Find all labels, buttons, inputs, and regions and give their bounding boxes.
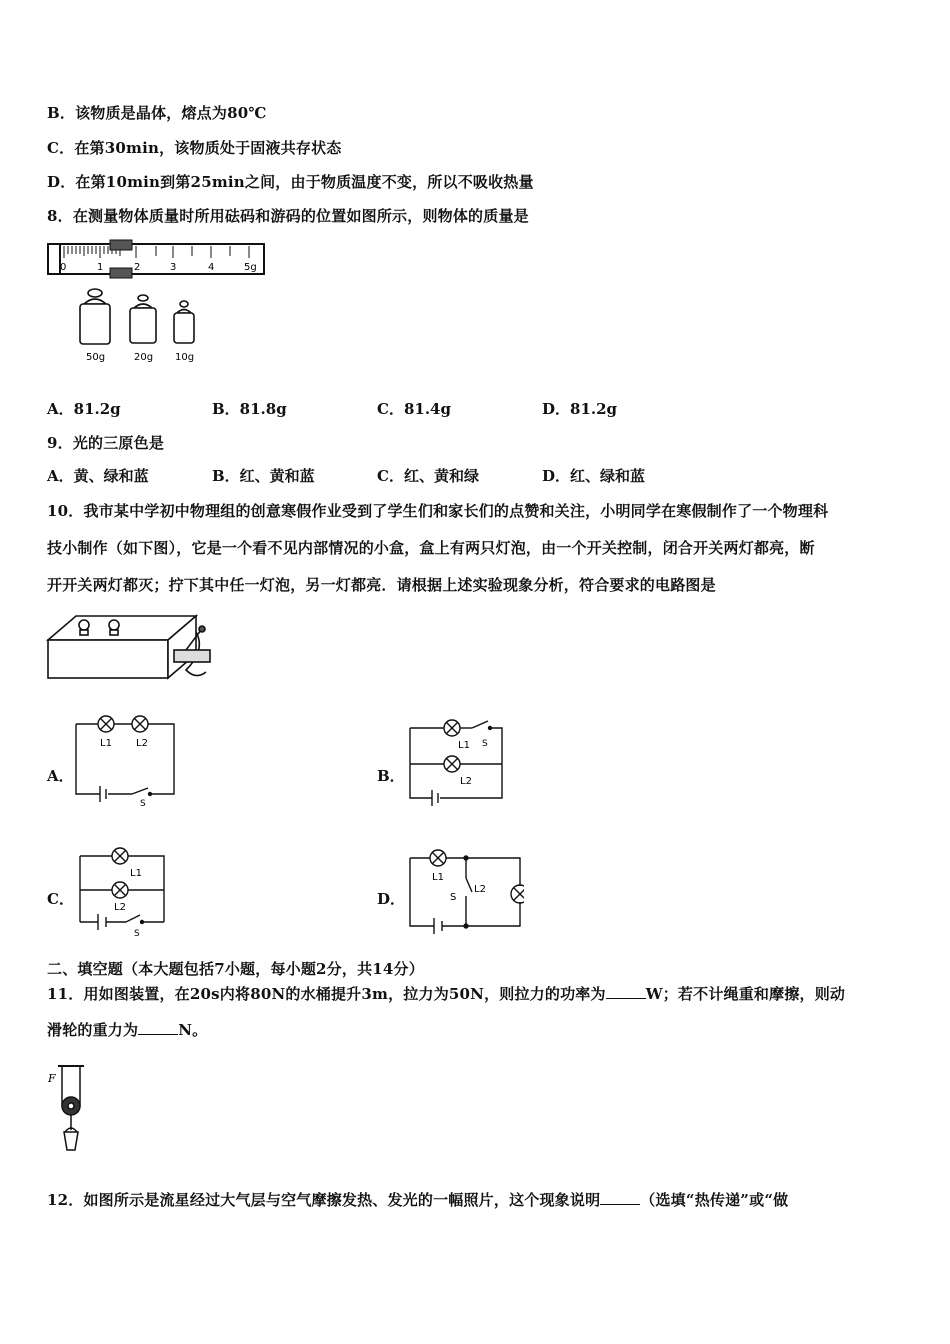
ruler-tick-4: 4 <box>208 262 215 273</box>
circuit-d-s: S <box>450 892 457 903</box>
q8-option-a: A．81.2g <box>47 400 121 418</box>
q9-option-d: D．红、绿和蓝 <box>542 467 646 485</box>
q8-option-b: B．81.8g <box>212 400 287 418</box>
circuit-a-s: S <box>140 799 146 807</box>
pulley-force-label: F <box>48 1072 56 1085</box>
circuit-a <box>70 712 180 807</box>
circuit-c-l1: L1 <box>130 868 142 879</box>
circuit-c <box>76 846 171 938</box>
weight-20g-label: 20g <box>134 352 154 363</box>
circuit-b-s: S <box>482 739 488 749</box>
q11-line-1-b: W；若不计绳重和摩擦，则动 <box>645 985 846 1003</box>
q11-line-2 <box>47 1019 207 1040</box>
q12-text-a: 12．如图所示是流星经过大气层与空气摩擦发热、发光的一幅照片，这个现象说明 <box>47 1191 601 1209</box>
q12-text-b: （选填“热传递”或“做 <box>640 1191 789 1209</box>
q11-blank-power[interactable] <box>606 984 646 999</box>
q12-line <box>47 1189 788 1210</box>
weight-50g-label: 50g <box>86 352 106 363</box>
q11-line-2-b: N。 <box>178 1021 208 1039</box>
ruler-tick-2: 2 <box>134 262 141 273</box>
q7-option-c: C．在第30min，该物质处于固液共存状态 <box>47 139 342 157</box>
circuit-a-l1: L1 <box>100 738 112 749</box>
q7-option-d: D．在第10min到第25min之间，由于物质温度不变，所以不吸收热量 <box>47 173 534 191</box>
q10-option-c-label: C． <box>47 890 74 908</box>
section-2-heading: 二、填空题（本大题包括7小题，每小题2分，共14分） <box>47 960 424 978</box>
q9-option-b: B．红、黄和蓝 <box>212 467 315 485</box>
q11-line-2-a: 滑轮的重力为 <box>47 1021 139 1039</box>
ruler-tick-1: 1 <box>97 262 104 273</box>
circuit-d-l1: L1 <box>432 872 444 883</box>
circuit-b-l2: L2 <box>460 776 472 787</box>
q11-line-1 <box>47 983 845 1004</box>
circuit-d <box>404 846 524 936</box>
q10-option-d-label: D． <box>377 890 406 908</box>
q10-option-a-label: A． <box>47 767 74 785</box>
q9-option-a: A．黄、绿和蓝 <box>47 467 149 485</box>
q10-line-2: 技小制作（如下图），它是一个看不见内部情况的小盒，盒上有两只灯泡，由一个开关控制，闭合开关两灯都亮，断 <box>47 539 815 557</box>
q8-stem: 8．在测量物体质量时所用砝码和游码的位置如图所示，则物体的质量是 <box>47 207 529 225</box>
circuit-c-l2: L2 <box>114 902 126 913</box>
q9-stem: 9．光的三原色是 <box>47 434 165 452</box>
circuit-a-l2: L2 <box>136 738 148 749</box>
bulb-box-figure <box>46 610 216 685</box>
weight-10g-label: 10g <box>175 352 195 363</box>
balance-figure <box>46 236 276 366</box>
q12-blank[interactable] <box>600 1190 640 1205</box>
q11-blank-gravity[interactable] <box>138 1020 178 1035</box>
ruler-tick-5: 5g <box>244 262 257 273</box>
circuit-c-s: S <box>134 929 140 938</box>
q8-option-c: C．81.4g <box>377 400 451 418</box>
circuit-b-l1: L1 <box>458 740 470 751</box>
q9-option-c: C．红、黄和绿 <box>377 467 479 485</box>
q10-option-b-label: B． <box>377 767 405 785</box>
q10-line-3: 开开关两灯都灭；拧下其中任一灯泡，另一灯都亮．请根据上述实验现象分析，符合要求的电路图是 <box>47 576 716 594</box>
q8-option-d: D．81.2g <box>542 400 618 418</box>
q10-line-1: 10．我市某中学初中物理组的创意寒假作业受到了学生们和家长们的点赞和关注，小明同学在寒假制作了一个物理科 <box>47 502 829 520</box>
circuit-b <box>404 716 509 811</box>
pulley-figure <box>44 1064 104 1159</box>
circuit-d-l2: L2 <box>474 884 486 895</box>
q7-option-b: B．该物质是晶体，熔点为80℃ <box>47 104 267 122</box>
q11-line-1-a: 11．用如图装置，在20s内将80N的水桶提升3m，拉力为50N，则拉力的功率为 <box>47 985 606 1003</box>
ruler-tick-3: 3 <box>170 262 177 273</box>
ruler-tick-0: 0 <box>60 262 67 273</box>
